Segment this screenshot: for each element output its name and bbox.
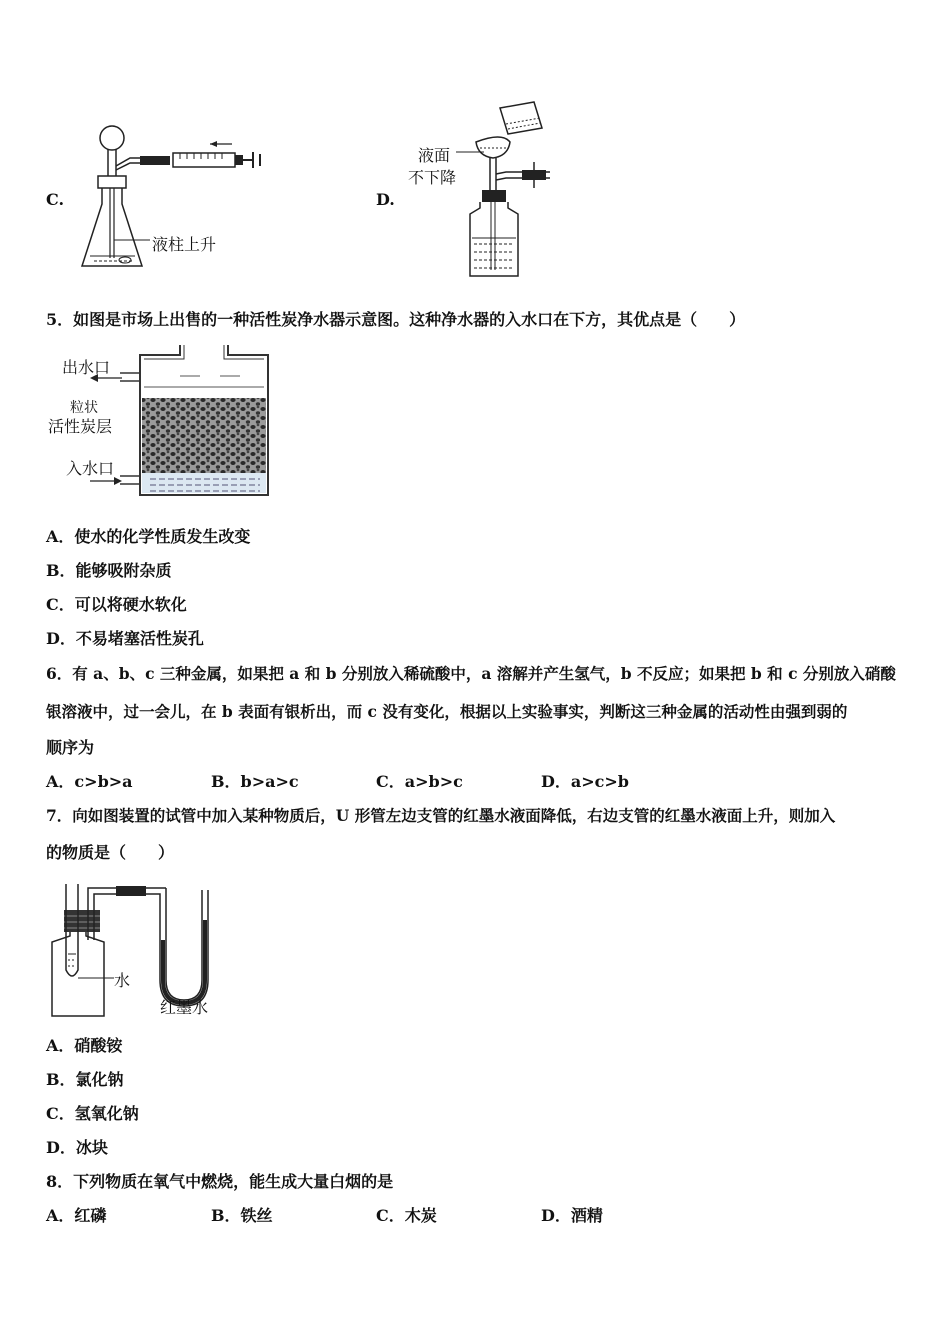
q5-stem: 5．如图是市场上出售的一种活性炭净水器示意图。这种净水器的入水口在下方，其优点是（ ）	[46, 310, 746, 329]
q8-option-b[interactable]: B．铁丝	[211, 1206, 273, 1225]
figure-q4-d-apparatus	[462, 98, 562, 283]
q7-option-b[interactable]: B．氯化钠	[46, 1070, 124, 1089]
q5-option-c[interactable]: C．可以将硬水软化	[46, 595, 187, 614]
q7-option-c[interactable]: C．氢氧化钠	[46, 1104, 139, 1123]
q8-option-a[interactable]: A．红磷	[46, 1206, 107, 1225]
q6-stem-line1: 6．有 a、b、c 三种金属，如果把 a 和 b 分别放入稀硫酸中，a 溶解并产生氢气，b 不反应；如果把 b 和 c 分别放入硝酸	[46, 664, 896, 683]
q5-inlet-arrow	[90, 476, 124, 486]
q4-c-annotation: 液柱上升	[152, 235, 217, 254]
q4-d-annotation-line1: 液面	[418, 146, 451, 165]
q5-outlet-label: 出水口	[62, 358, 111, 377]
q5-layer-label-line2: 活性炭层	[48, 417, 113, 436]
q5-option-d[interactable]: D．不易堵塞活性炭孔	[46, 629, 204, 648]
q5-option-a[interactable]: A．使水的化学性质发生改变	[46, 527, 251, 546]
q6-option-b[interactable]: B．b>a>c	[211, 772, 299, 791]
q5-option-b[interactable]: B．能够吸附杂质	[46, 561, 172, 580]
figure-q5-water-purifier	[120, 343, 280, 503]
q6-stem-line2: 银溶液中，过一会儿，在 b 表面有银析出，而 c 没有变化，根据以上实验事实，判断这三种金属的活动性由强到弱的	[46, 702, 848, 721]
q6-option-c[interactable]: C．a>b>c	[376, 772, 463, 791]
q5-layer-label-line1: 粒状	[70, 400, 98, 416]
q7-option-a[interactable]: A．硝酸铵	[46, 1036, 123, 1055]
option-d-label: D.	[376, 190, 395, 209]
q8-option-d[interactable]: D．酒精	[541, 1206, 603, 1225]
q5-inlet-label: 入水口	[66, 459, 115, 478]
q8-option-c[interactable]: C．木炭	[376, 1206, 437, 1225]
q8-stem: 8．下列物质在氧气中燃烧，能生成大量白烟的是	[46, 1172, 394, 1191]
q6-stem-line3: 顺序为	[46, 738, 95, 757]
q7-water-label: 水	[114, 971, 131, 990]
q5-outlet-arrow	[90, 373, 124, 383]
option-c-label: C.	[46, 190, 65, 209]
q4-d-pointer-line	[456, 148, 486, 158]
q6-option-d[interactable]: D．a>c>b	[541, 772, 629, 791]
q7-stem-line2: 的物质是（ ）	[46, 843, 175, 862]
q4-d-annotation-line2: 不下降	[408, 168, 457, 187]
q6-option-a[interactable]: A．c>b>a	[46, 772, 133, 791]
q7-stem-line1: 7．向如图装置的试管中加入某种物质后，U 形管左边支管的红墨水液面降低，右边支管的红墨水液面上升，则加入	[46, 806, 836, 825]
q7-red-ink-label: 红墨水	[160, 998, 209, 1017]
q7-option-d[interactable]: D．冰块	[46, 1138, 108, 1157]
